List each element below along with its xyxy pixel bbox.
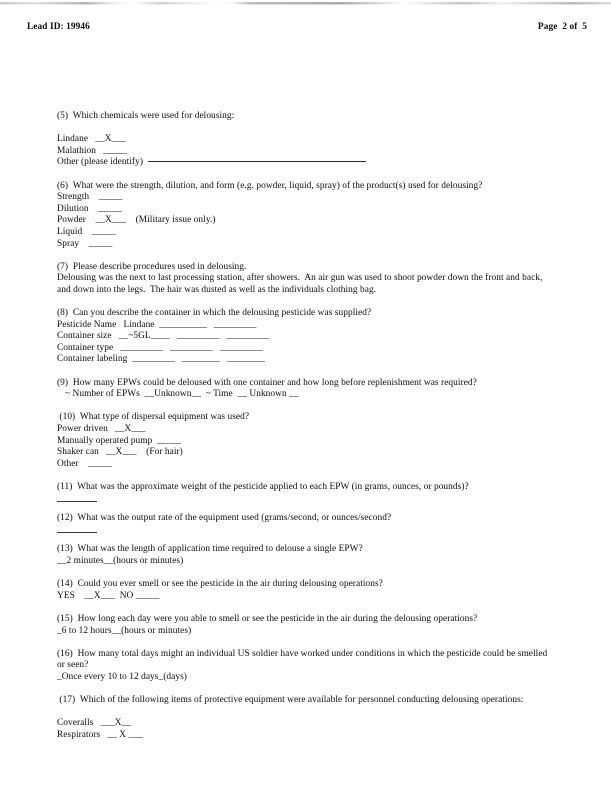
answer-line: Power driven __X___ (57, 424, 146, 435)
spacer (57, 502, 557, 514)
question-prompt: (11) What was the approximate weight of the pesticide applied to each EPW (in grams, ounces, or pounds)? (57, 482, 469, 492)
spacer (57, 568, 557, 580)
answer-group (57, 424, 557, 470)
question-q17 (57, 695, 557, 741)
question-prompt: (5) Which chemicals were used for delousing: (57, 111, 235, 121)
spacer (57, 366, 557, 378)
question-prompt: (17) Which of the following items of protective equipment were available for personnel conducting delousing operations: (57, 695, 524, 706)
answer-group (57, 134, 557, 169)
answer-line: Lindane __X___ (57, 134, 126, 145)
answer-line: Manually operated pump _____ (57, 435, 181, 446)
question-q12 (57, 513, 557, 533)
question-q10 (57, 412, 557, 470)
answer-label: Other (please identify) (57, 157, 148, 168)
spacer (57, 250, 557, 262)
questionnaire-body (57, 111, 557, 741)
page-number-label: Page 2 of 5 (537, 22, 587, 32)
answer-line: __2 minutes__(hours or minutes) (57, 555, 184, 566)
question-prompt: (15) How long each day were you able to smell or see the pesticide in the air during the delousing operations? (57, 613, 478, 624)
question-prompt: (9) How many EPWs could be deloused with one container and how long before replenishment was required? (57, 377, 477, 388)
answer-line: Powder __X___ (Military issue only.) (57, 215, 216, 226)
answer-group (57, 320, 557, 366)
question-q8 (57, 308, 557, 366)
answer-line: Strength _____ (57, 192, 123, 203)
question-prompt: (13) What was the length of application time required to delouse a single EPW? (57, 544, 363, 555)
answer-line: Delousing was the next to last processing station, after showers. An air gun was used to shoot powder down the front and back, and down into the legs. The hair was dusted as well as the individuals clothing bag. (57, 273, 545, 295)
spacer (57, 297, 557, 309)
question-prompt: (12) What was the output rate of the equipment used (grams/second, or ounces/second? (57, 513, 392, 524)
answer-line: _6 to 12 hours__(hours or minutes) (57, 625, 192, 636)
answer-group (57, 718, 557, 741)
spacer (57, 707, 557, 719)
question-q16 (57, 649, 557, 684)
fill-in-rule (148, 161, 366, 162)
question-q7 (57, 262, 557, 297)
spacer (57, 401, 557, 413)
spacer (57, 169, 557, 181)
question-prompt: (6) What were the strength, dilution, and form (e.g. powder, liquid, spray) of the product(s) used for delousing? (57, 180, 483, 191)
answer-line: _Once every 10 to 12 days_(days) (57, 671, 187, 682)
spacer (57, 470, 557, 482)
scan-artifact-line-secondary (0, 4, 611, 5)
question-q5 (57, 111, 557, 169)
answer-line: Spray _____ (57, 238, 113, 249)
answer-line: YES __X___ NO _____ (57, 590, 160, 601)
answer-line: Malathion _____ (57, 145, 127, 156)
question-q11 (57, 482, 557, 502)
answer-line: Respirators __ X ___ (57, 729, 143, 740)
question-prompt: (8) Can you describe the container in which the delousing pesticide was supplied? (57, 308, 372, 319)
spacer (57, 533, 557, 545)
answer-line: Liquid _____ (57, 226, 116, 237)
spacer (57, 123, 557, 135)
answer-line: Shaker can __X___ (For hair) (57, 447, 183, 458)
spacer (57, 684, 557, 696)
answer-line: Other _____ (57, 458, 112, 469)
question-prompt: (7) Please describe procedures used in delousing. (57, 261, 247, 272)
answer-line: Coveralls ___X__ (57, 718, 132, 729)
page-header (27, 22, 587, 32)
question-q14 (57, 579, 557, 602)
answer-line: Container size __~5GL____ _________ _________ (57, 331, 270, 342)
question-q13 (57, 544, 557, 567)
question-q6 (57, 181, 557, 251)
spacer (57, 602, 557, 614)
answer-group (57, 192, 557, 250)
question-prompt: (16) How many total days might an individual US soldier have worked under conditions in which the pesticide could be smelled or seen? (57, 648, 550, 671)
lead-id-label: Lead ID: 19946 (27, 22, 90, 32)
answer-line: Container labeling _________ ________ ________ (57, 354, 265, 365)
answer-line: Pesticide Name Lindane __________ _________ (57, 319, 257, 330)
question-prompt: (10) What type of dispersal equipment was used? (57, 412, 250, 423)
spacer (57, 637, 557, 649)
question-q9 (57, 378, 557, 401)
answer-line: Dilution _____ (57, 203, 122, 214)
question-q15 (57, 614, 557, 637)
answer-line: Container type _________ _________ _________ (57, 342, 263, 353)
answer-line: ~ Number of EPWs __Unknown__ ~ Time __ Unknown __ (65, 389, 299, 400)
answer-line-with-rule (57, 157, 557, 169)
question-prompt: (14) Could you ever smell or see the pesticide in the air during delousing operations? (57, 579, 383, 590)
